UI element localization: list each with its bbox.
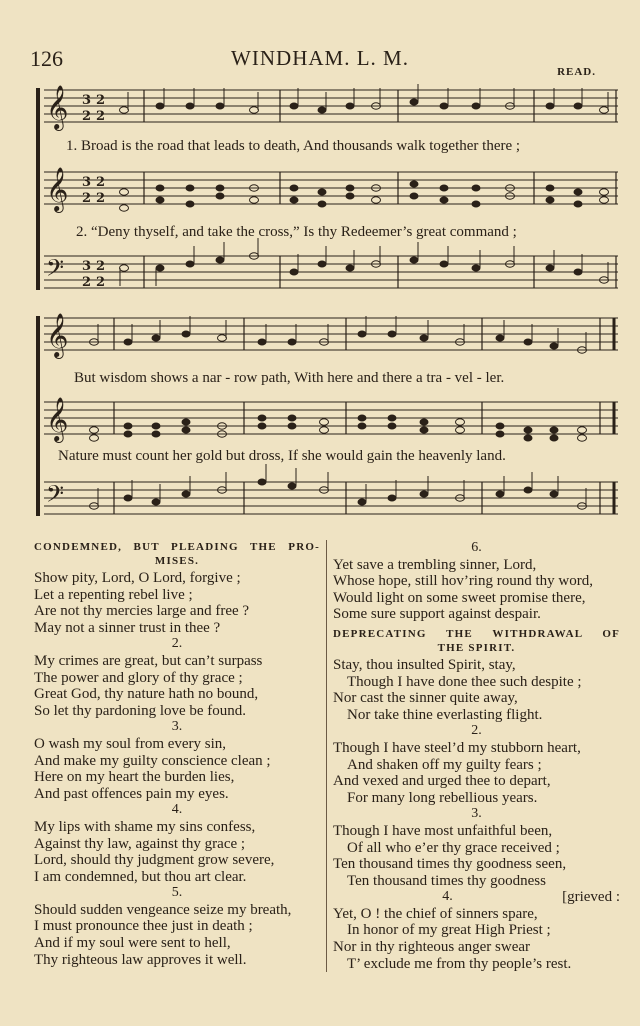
music-system-1: [30, 84, 620, 294]
verse-line: O wash my soul from every sin,: [34, 735, 227, 752]
section-heading: DEPRECATING THE WITHDRAWAL OF: [333, 627, 620, 640]
verse-line: Lord, should thy judgment grow severe,: [34, 852, 275, 869]
stanza-4: [34, 802, 320, 885]
stanza-4: [333, 906, 620, 972]
stanza-number: 2.: [171, 636, 183, 652]
stanza-3: [333, 806, 620, 906]
staff-system-1: [30, 84, 620, 294]
notes: [90, 316, 587, 509]
verse-line: Should sudden vengeance seize my breath,: [34, 901, 292, 918]
verse-line: My lips with shame my sins confess,: [34, 818, 256, 835]
stanza-number: 2.: [471, 723, 482, 739]
section-heading: CONDEMNED, BUT PLEADING THE PRO-: [34, 541, 320, 553]
verse-line: And past offences pain my eyes.: [34, 785, 229, 802]
svg-text:3: 3: [82, 175, 92, 190]
bass-clef-icon: 𝄢: [46, 254, 65, 287]
verse-line: Here on my heart the burden lies,: [34, 769, 235, 786]
page-number: 126: [30, 46, 63, 71]
lyric-verse-1: But wisdom shows a nar - row path, With here and there a tra - vel - ler.: [74, 370, 505, 386]
right-column: [327, 540, 620, 972]
stanza-number: 4.: [442, 889, 453, 905]
treble-clef-icon: 𝄞: [46, 397, 69, 441]
verse-line: And shaken off my guilty fears ;: [347, 756, 542, 773]
svg-text:2: 2: [96, 175, 106, 190]
svg-text:2: 2: [82, 191, 92, 206]
stanza-1: [333, 657, 620, 723]
verse-line: T’ exclude me from thy people’s rest.: [347, 955, 572, 972]
verse-line: Stay, thou insulted Spirit, stay,: [333, 656, 516, 673]
stanza-number: 5.: [171, 885, 183, 901]
stanza-2: [333, 723, 620, 806]
verse-line: Against thy law, against thy grace ;: [34, 835, 246, 852]
stanza-2: [34, 636, 320, 719]
verse-line: Nor take thine everlasting flight.: [347, 706, 543, 723]
svg-text:3: 3: [82, 93, 92, 108]
section-heading-tail: THE SPIRIT.: [437, 641, 516, 654]
treble-staff-1: [44, 90, 618, 122]
verse-line: Of all who e’er thy grace received ;: [347, 839, 560, 856]
verse-continuation: [grieved :: [562, 889, 620, 906]
verse-line: Are not thy mercies large and free ?: [34, 603, 250, 620]
treble-staff-2: [44, 172, 618, 204]
verse-line: Though I have done thee such despite ;: [347, 673, 582, 690]
verse-line: The power and glory of thy grace ;: [34, 669, 243, 686]
music-system-2: [30, 312, 620, 522]
stanza-number: 4.: [171, 802, 183, 818]
time-signatures: [82, 93, 105, 290]
treble-clef-icon: 𝄞: [46, 167, 69, 211]
verse-line: Nor in thy righteous anger swear: [333, 939, 531, 956]
stanza-6: [333, 540, 620, 623]
verse-line: Though I have most unfaithful been,: [333, 822, 553, 839]
treble-clef-icon: 𝄞: [46, 313, 69, 357]
verse-line: In honor of my great High Priest ;: [347, 922, 551, 939]
verse-line: I must pronounce thee just in death ;: [34, 918, 253, 935]
verse-line: For many long rebellious years.: [347, 789, 538, 806]
verse-line: May not a sinner trust in thee ?: [34, 619, 221, 636]
system-brace: [36, 316, 40, 516]
verse-line: Show pity, Lord, O Lord, forgive ;: [34, 570, 241, 586]
verse-line: Some sure support against despair.: [333, 606, 541, 623]
svg-text:2: 2: [82, 109, 92, 124]
stanza-1: [34, 570, 320, 636]
verse-line: Great God, thy nature hath no bound,: [34, 686, 259, 703]
system-brace: [36, 88, 40, 290]
lyric-verse-2: 2. “Deny thyself, and take the cross,” Is thy Redeemer’s great command ;: [76, 224, 517, 240]
svg-text:2: 2: [96, 191, 106, 206]
verse-line: Ten thousand times thy goodness seen,: [333, 856, 567, 873]
lyric-verse-2: Nature must count her gold but dross, If she would gain the heavenly land.: [58, 448, 506, 464]
verse-line: Would light on some sweet promise there,: [333, 589, 586, 606]
stanza-number: 3.: [471, 806, 482, 822]
verse-line: So let thy pardoning love be found.: [34, 702, 247, 719]
svg-text:2: 2: [96, 93, 106, 108]
verse-line: Thy righteous law approves it well.: [34, 951, 247, 968]
treble-clef-icon: 𝄞: [46, 85, 69, 129]
svg-text:2: 2: [96, 275, 106, 290]
stanza-5: [34, 885, 320, 968]
verse-line: Yet save a trembling sinner, Lord,: [333, 556, 537, 573]
section-heading-tail: MISES.: [154, 555, 200, 567]
tempo-marking: READ.: [557, 66, 596, 78]
verse-line: Let a repenting rebel live ;: [34, 586, 193, 603]
verse-line: My crimes are great, but can’t surpass: [34, 652, 263, 669]
svg-text:2: 2: [82, 275, 92, 290]
stanza-number: 3.: [171, 719, 183, 735]
bass-staff: [44, 256, 618, 288]
stanza-number: 6.: [471, 540, 482, 555]
verse-line: Ten thousand times thy goodness: [347, 872, 546, 889]
verse-line: Yet, O ! the chief of sinners spare,: [333, 905, 538, 922]
verse-line: And if my soul were sent to hell,: [34, 935, 231, 952]
verse-line: Nor cast the sinner quite away,: [333, 690, 518, 707]
verse-line: Though I have steel’d my stubborn heart,: [333, 739, 581, 756]
bass-clef-icon: 𝄢: [46, 480, 65, 513]
stanza-3: [34, 719, 320, 802]
hymn-title: WINDHAM. L. M.: [231, 46, 409, 70]
left-column: [34, 540, 327, 972]
svg-text:3: 3: [82, 259, 92, 274]
verse-line: And make my guilty conscience clean ;: [34, 752, 271, 769]
svg-text:2: 2: [96, 109, 106, 124]
verse-line: And vexed and urged thee to depart,: [333, 773, 551, 790]
hymn-text-columns: [34, 540, 626, 972]
svg-text:2: 2: [96, 259, 106, 274]
verse-line: Whose hope, still hov’ring round thy word,: [333, 573, 593, 590]
verse-line: I am condemned, but thou art clear.: [34, 868, 247, 885]
lyric-verse-1: 1. Broad is the road that leads to death, And thousands walk together there ;: [66, 138, 521, 154]
staff-system-2: [30, 312, 620, 522]
